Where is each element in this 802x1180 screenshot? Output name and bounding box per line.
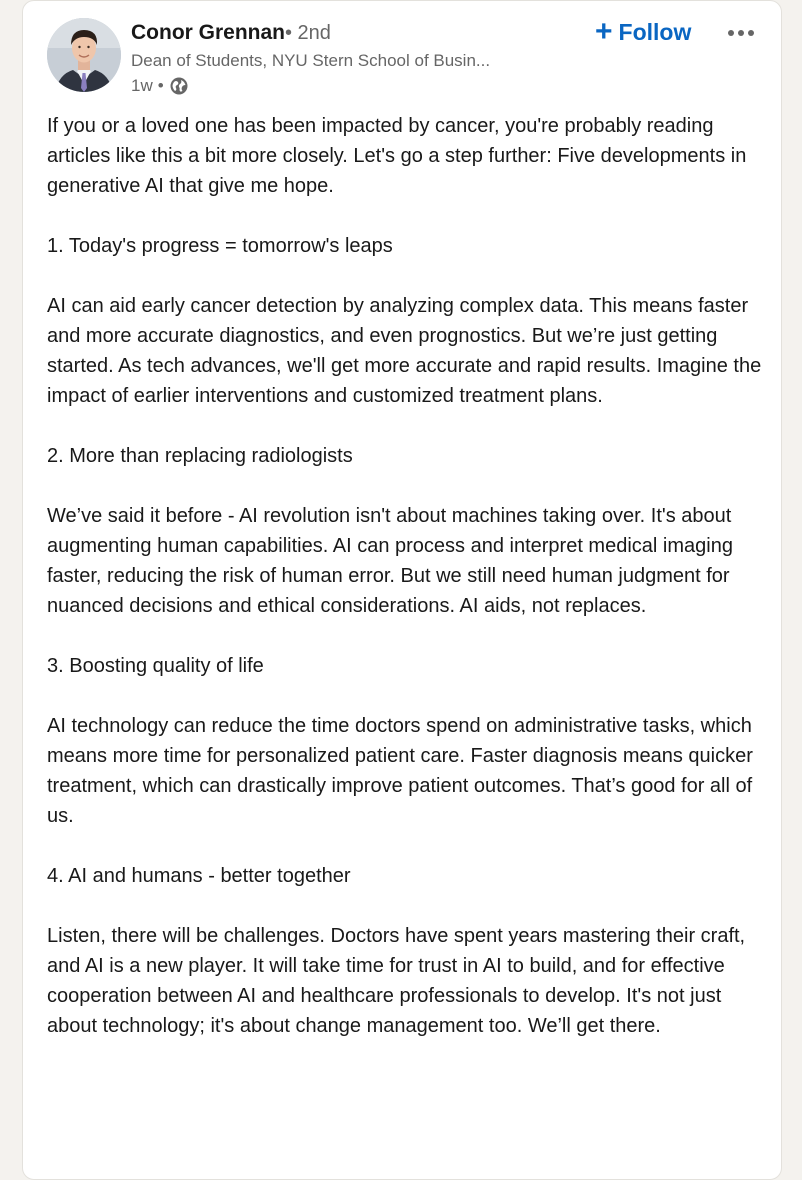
author-name[interactable]: Conor Grennan — [131, 21, 286, 44]
post-paragraph: If you or a loved one has been impacted by cancer, you're probably reading articles like this a bit more closely. Let's go a step further: Five developments in generative AI that give me hope. — [47, 115, 747, 197]
post-heading: 4. AI and humans - better together — [47, 865, 351, 887]
ellipsis-dot — [748, 30, 754, 36]
post-paragraph: AI can aid early cancer detection by analyzing complex data. This means faster and more accurate diagnostics, and even prognostics. But we’re just getting started. As tech advances, we'll get more accurate and rapid results. Imagine the impact of earlier interventions and customized treatment plans. — [47, 295, 762, 407]
post-meta — [131, 74, 189, 98]
ellipsis-dot — [738, 30, 744, 36]
ellipsis-icon[interactable] — [723, 21, 759, 45]
author-headline: Dean of Students, NYU Stern School of Busin... — [131, 51, 491, 70]
post-paragraph: AI technology can reduce the time doctors spend on administrative tasks, which means more time for personalized patient care. Faster diagnosis means quicker treatment, which can drastically improve patient outcomes. That’s good for all of us. — [47, 715, 753, 827]
post-heading: 1. Today's progress = tomorrow's leaps — [47, 235, 393, 257]
connection-degree: • 2nd — [285, 22, 331, 44]
post-heading: 3. Boosting quality of life — [47, 655, 264, 677]
post-heading: 2. More than replacing radiologists — [47, 445, 353, 467]
plus-icon: + — [595, 15, 613, 48]
ellipsis-dot — [728, 30, 734, 36]
post-card — [22, 0, 782, 1180]
post-paragraph: We’ve said it before - AI revolution isn't about machines taking over. It's about augmenting human capabilities. AI can process and interpret medical imaging faster, reducing the risk of human error. But we still need human judgment for nuanced decisions and ethical considerations. AI aids, not replaces. — [47, 505, 733, 617]
follow-button[interactable] — [595, 15, 691, 49]
follow-label: Follow — [618, 18, 692, 45]
post-paragraph: Listen, there will be challenges. Doctors have spent years mastering their craft, and AI is a new player. It will take time for trust in AI to build, and for effective cooperation between AI and healthcare professionals to develop. It's not just about technology; it's about change management too. We’ll get there. — [47, 925, 746, 1037]
avatar-photo — [47, 18, 121, 92]
meta-separator: • — [157, 76, 164, 95]
author-avatar[interactable] — [47, 18, 121, 92]
globe-icon — [169, 76, 189, 96]
post-body — [47, 111, 763, 1071]
post-time: 1w — [131, 76, 153, 95]
